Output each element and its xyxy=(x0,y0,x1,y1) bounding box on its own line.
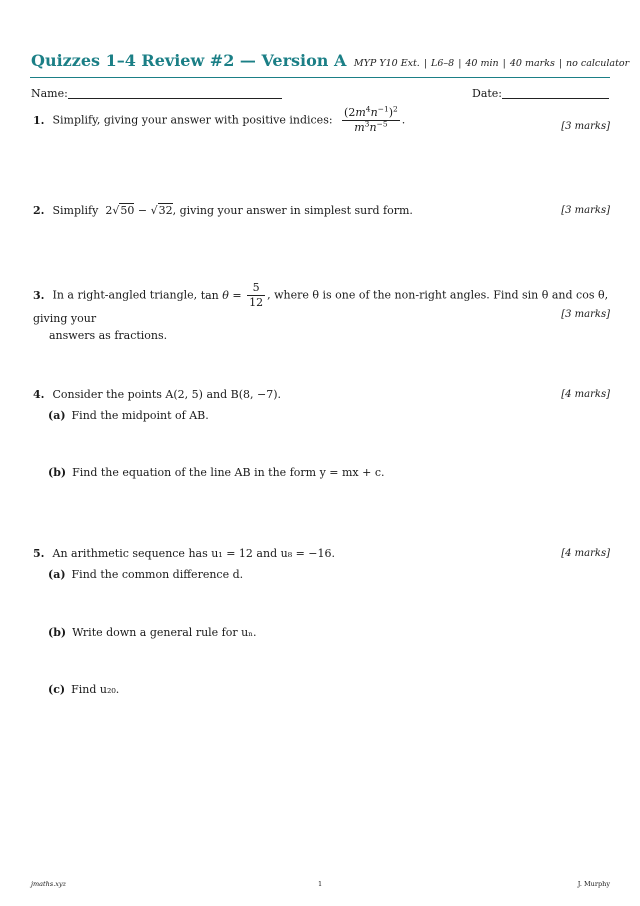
name-row xyxy=(31,87,282,100)
question-4b-text: Find the equation of the line AB in the form y = mx + c. xyxy=(72,466,385,479)
question-5a-text: Find the common difference d. xyxy=(71,568,244,581)
question-4a-text: Find the midpoint of AB. xyxy=(71,409,209,422)
header-divider xyxy=(30,77,610,78)
question-1-text: Simplify, giving your answer with positive indices: xyxy=(52,113,333,127)
question-5c: (c) Find u₂₀. xyxy=(48,683,120,696)
question-5: 5. An arithmetic sequence has u₁ = 12 and u₈ = −16. [4 marks] xyxy=(33,547,610,560)
question-5-marks: [4 marks] xyxy=(561,548,610,559)
meta-marks: 40 marks xyxy=(509,58,555,69)
question-3-marks: [3 marks] xyxy=(561,309,610,320)
question-5b-text: Write down a general rule for uₙ. xyxy=(72,626,257,639)
question-1-marks: [3 marks] xyxy=(561,121,610,132)
question-4: 4. Consider the points A(2, 5) and B(8, −7). [4 marks] xyxy=(33,388,610,401)
meta-time: 40 min xyxy=(465,58,499,69)
question-3-text: In a right-angled triangle, xyxy=(52,288,198,302)
name-label: Name: xyxy=(31,87,68,100)
question-5c-text: Find u₂₀. xyxy=(71,683,120,696)
question-3-text-line2: answers as fractions. xyxy=(49,329,168,342)
question-4a: (a) Find the midpoint of AB. xyxy=(48,409,209,422)
footer-author: J. Murphy xyxy=(577,880,610,888)
question-4-marks: [4 marks] xyxy=(561,389,610,400)
date-label: Date: xyxy=(472,87,503,100)
question-2: 2. Simplify 2√50 − √32, giving your answer in simplest surd form. [3 marks] xyxy=(33,204,610,217)
question-2-marks: [3 marks] xyxy=(561,205,610,216)
question-4b: (b) Find the equation of the line AB in the form y = mx + c. xyxy=(48,466,385,479)
question-2-text: Simplify xyxy=(52,204,99,217)
question-1-expression: $\frac{(2m^4n^{-1})^2}{m^3n^{-5}}$ xyxy=(344,104,398,134)
question-5a: (a) Find the common difference d. xyxy=(48,568,244,581)
name-field[interactable] xyxy=(68,98,282,99)
header xyxy=(31,51,630,70)
date-field[interactable] xyxy=(502,98,609,99)
question-3-text-mid: , where θ is one of the non-right angles. Find sin θ and cos θ, giving your xyxy=(33,288,609,325)
date-row xyxy=(472,87,609,100)
question-3-expression: tan θ = $\frac{5}{12}$ xyxy=(200,281,264,309)
question-2-expression: 2√50 − √32 xyxy=(101,204,173,217)
question-5b: (b) Write down a general rule for uₙ. xyxy=(48,626,257,639)
page-title: Quizzes 1–4 Review #2 — Version A xyxy=(31,51,347,70)
question-2-text-after: , giving your answer in simplest surd form. xyxy=(172,204,413,217)
meta-calculator: no calculator xyxy=(566,58,630,69)
footer-site: jmaths.xyz xyxy=(31,880,67,888)
quiz-meta: MYP Y10 Ext. | L6–8 | 40 min | 40 marks | no calculator xyxy=(353,58,630,69)
question-5-text: An arithmetic sequence has u₁ = 12 and u₈ = −16. xyxy=(52,547,336,560)
question-3: 3. In a right-angled triangle, tan θ = $\frac{5}{12}$ , where θ is one of the non-right angles. Find sin θ and cos θ, giving your answers as fractions. [3 marks] xyxy=(33,281,610,342)
question-1: 1. Simplify, giving your answer with positive indices: $\frac{(2m^4n^{-1})^2}{m^3n^{-5}}$ . [3 marks] xyxy=(33,104,610,134)
meta-course: MYP Y10 Ext. xyxy=(353,58,420,69)
question-4-text: Consider the points A(2, 5) and B(8, −7). xyxy=(52,388,281,401)
meta-level: L6–8 xyxy=(431,58,455,69)
footer-page-number: 1 xyxy=(318,880,323,888)
